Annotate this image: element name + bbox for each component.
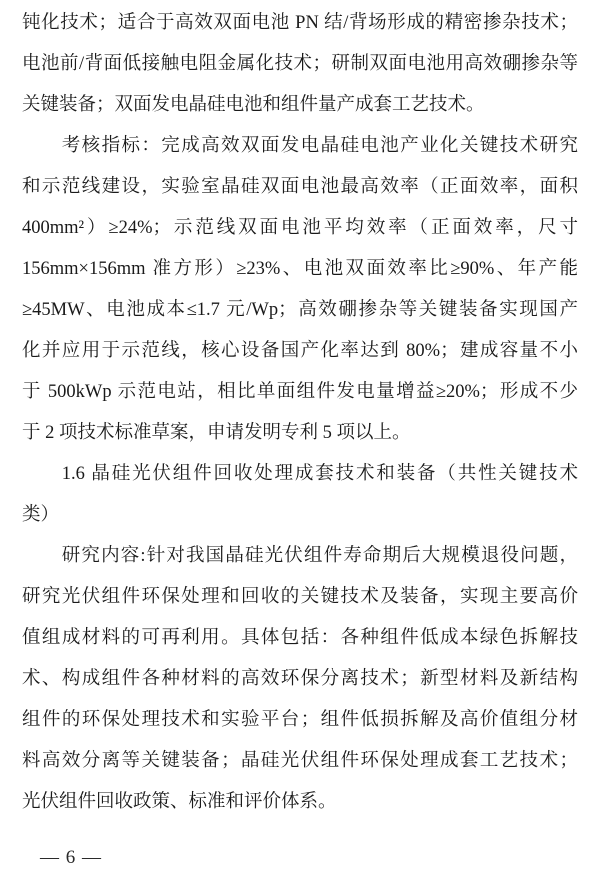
- text-line: 电池前/背面低接触电阻金属化技术；研制双面电池用高效硼掺杂等: [22, 54, 578, 74]
- text-line: 料高效分离等关键装备；晶硅光伏组件环保处理成套工艺技术；: [22, 751, 578, 771]
- text-line-section-1-6-heading: 1.6 晶硅光伏组件回收处理成套技术和装备（共性关键技术: [61, 464, 578, 484]
- text-line: 156mm×156mm 准方形）≥23%、电池双面效率比≥90%、年产能: [22, 259, 578, 279]
- text-line: 类）: [22, 505, 60, 525]
- text-line: 关键装备；双面发电晶硅电池和组件量产成套工艺技术。: [22, 95, 485, 115]
- text-line-assessment-indicators: 考核指标：完成高效双面发电晶硅电池产业化关键技术研究: [61, 136, 578, 156]
- page-number: — 6 —: [40, 847, 102, 868]
- text-line: 于 2 项技术标准草案，申请发明专利 5 项以上。: [22, 423, 411, 443]
- text-line: 400mm²）≥24%；示范线双面电池平均效率（正面效率，尺寸: [22, 218, 578, 238]
- text-line-research-content: 研究内容:针对我国晶硅光伏组件寿命期后大规模退役问题，: [61, 546, 578, 566]
- text-line: ≥45MW、电池成本≤1.7 元/Wp；高效硼掺杂等关键装备实现国产: [22, 300, 578, 320]
- text-line: 和示范线建设，实验室晶硅双面电池最高效率（正面效率，面积: [22, 177, 578, 197]
- text-line: 值组成材料的可再利用。具体包括：各种组件低成本绿色拆解技: [22, 628, 578, 648]
- text-line: 研究光伏组件环保处理和回收的关键技术及装备，实现主要高价: [22, 587, 578, 607]
- text-line: 光伏组件回收政策、标准和评价体系。: [22, 792, 337, 812]
- text-line: 组件的环保处理技术和实验平台；组件低损拆解及高价值组分材: [22, 710, 578, 730]
- text-line: 术、构成组件各种材料的高效环保分离技术；新型材料及新结构: [22, 669, 578, 689]
- text-line: 于 500kWp 示范电站，相比单面组件发电量增益≥20%；形成不少: [22, 382, 578, 402]
- document-text-block: [22, 3, 578, 823]
- text-line: 化并应用于示范线，核心设备国产化率达到 80%；建成容量不小: [22, 341, 578, 361]
- text-line: 钝化技术；适合于高效双面电池 PN 结/背场形成的精密掺杂技术；: [22, 13, 578, 33]
